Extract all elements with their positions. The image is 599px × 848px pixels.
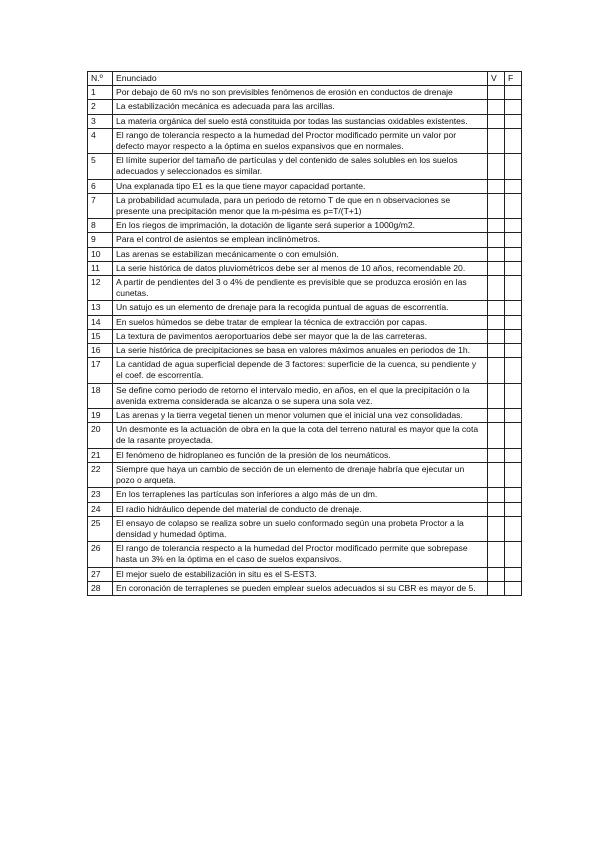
header-row (88, 72, 522, 86)
header-false: F (505, 72, 522, 86)
false-answer-cell[interactable] (505, 516, 522, 541)
header-number: N.º (88, 72, 113, 86)
row-number: 19 (88, 409, 113, 423)
row-statement: El ensayo de colapso se realiza sobre un suelo conformado según una probeta Proctor a la densidad y humedad óptima. (113, 516, 488, 541)
row-number: 26 (88, 542, 113, 567)
false-answer-cell[interactable] (505, 86, 522, 100)
table-row (88, 179, 522, 193)
true-answer-cell[interactable] (488, 329, 505, 343)
row-statement: La cantidad de agua superficial depende de 3 factores: superficie de la cuenca, su pendiente y el coef. de escorrentía. (113, 358, 488, 383)
false-answer-cell[interactable] (505, 448, 522, 462)
false-answer-cell[interactable] (505, 567, 522, 581)
false-answer-cell[interactable] (505, 315, 522, 329)
row-statement: Por debajo de 60 m/s no son previsibles fenómenos de erosión en conductos de drenaje (113, 86, 488, 100)
false-answer-cell[interactable] (505, 409, 522, 423)
row-statement: El rango de tolerancia respecto a la humedad del Proctor modificado permite un valor por defecto mayor respecto a la óptima en suelos expansivos que en normales. (113, 128, 488, 153)
true-answer-cell[interactable] (488, 542, 505, 567)
row-number: 21 (88, 448, 113, 462)
true-answer-cell[interactable] (488, 567, 505, 581)
row-number: 17 (88, 358, 113, 383)
table-row (88, 100, 522, 114)
true-answer-cell[interactable] (488, 383, 505, 408)
table-row (88, 276, 522, 301)
table-row (88, 462, 522, 487)
row-statement: El rango de tolerancia respecto a la humedad del Proctor modificado permite que sobrepase hasta un 3% en la óptima en el caso de suelos expansivos. (113, 542, 488, 567)
row-statement: Las arenas se estabilizan mecánicamente o con emulsión. (113, 247, 488, 261)
true-answer-cell[interactable] (488, 423, 505, 448)
row-number: 2 (88, 100, 113, 114)
true-answer-cell[interactable] (488, 358, 505, 383)
false-answer-cell[interactable] (505, 261, 522, 275)
table-row (88, 409, 522, 423)
false-answer-cell[interactable] (505, 219, 522, 233)
row-statement: Para el control de asientos se emplean inclinómetros. (113, 233, 488, 247)
row-number: 12 (88, 276, 113, 301)
false-answer-cell[interactable] (505, 179, 522, 193)
false-answer-cell[interactable] (505, 581, 522, 595)
table-row (88, 315, 522, 329)
table-row (88, 502, 522, 516)
row-statement: La textura de pavimentos aeroportuarios debe ser mayor que la de las carreteras. (113, 329, 488, 343)
row-number: 3 (88, 114, 113, 128)
false-answer-cell[interactable] (505, 502, 522, 516)
row-statement: El mejor suelo de estabilización in situ es el S-EST3. (113, 567, 488, 581)
table-row (88, 567, 522, 581)
false-answer-cell[interactable] (505, 100, 522, 114)
row-statement: El fenómeno de hidroplaneo es función de la presión de los neumáticos. (113, 448, 488, 462)
row-number: 28 (88, 581, 113, 595)
quiz-page (87, 71, 521, 596)
row-number: 20 (88, 423, 113, 448)
false-answer-cell[interactable] (505, 276, 522, 301)
row-statement: A partir de pendientes del 3 o 4% de pendiente es previsible que se produzca erosión en las cunetas. (113, 276, 488, 301)
true-answer-cell[interactable] (488, 154, 505, 179)
table-row (88, 154, 522, 179)
row-statement: En coronación de terraplenes se pueden emplear suelos adecuados si su CBR es mayor de 5. (113, 581, 488, 595)
true-answer-cell[interactable] (488, 301, 505, 315)
true-false-table (87, 71, 522, 596)
row-statement: La materia orgánica del suelo está constituida por todas las sustancias oxidables existentes. (113, 114, 488, 128)
table-row (88, 344, 522, 358)
table-row (88, 86, 522, 100)
table-row (88, 488, 522, 502)
table-row (88, 329, 522, 343)
false-answer-cell[interactable] (505, 423, 522, 448)
false-answer-cell[interactable] (505, 383, 522, 408)
table-row (88, 423, 522, 448)
row-number: 27 (88, 567, 113, 581)
row-number: 25 (88, 516, 113, 541)
false-answer-cell[interactable] (505, 193, 522, 218)
row-number: 18 (88, 383, 113, 408)
row-statement: Las arenas y la tierra vegetal tienen un menor volumen que el inicial una vez consolidadas. (113, 409, 488, 423)
false-answer-cell[interactable] (505, 301, 522, 315)
true-answer-cell[interactable] (488, 128, 505, 153)
true-answer-cell[interactable] (488, 247, 505, 261)
true-answer-cell[interactable] (488, 114, 505, 128)
row-number: 15 (88, 329, 113, 343)
row-statement: Siempre que haya un cambio de sección de un elemento de drenaje habría que ejecutar un pozo o arqueta. (113, 462, 488, 487)
row-number: 13 (88, 301, 113, 315)
row-statement: Se define como periodo de retorno el intervalo medio, en años, en el que la precipitación o la avenida extrema considerada se alcanza o se supera una sola vez. (113, 383, 488, 408)
row-number: 9 (88, 233, 113, 247)
row-statement: El radio hidráulico depende del material de conducto de drenaje. (113, 502, 488, 516)
table-row (88, 261, 522, 275)
false-answer-cell[interactable] (505, 358, 522, 383)
table-row (88, 516, 522, 541)
false-answer-cell[interactable] (505, 542, 522, 567)
table-row (88, 128, 522, 153)
false-answer-cell[interactable] (505, 488, 522, 502)
true-answer-cell[interactable] (488, 448, 505, 462)
true-answer-cell[interactable] (488, 261, 505, 275)
true-answer-cell[interactable] (488, 516, 505, 541)
row-statement: Un satujo es un elemento de drenaje para la recogida puntual de aguas de escorrentía. (113, 301, 488, 315)
table-row (88, 193, 522, 218)
row-statement: La probabilidad acumulada, para un periodo de retorno T de que en n observaciones se presente una precipitación menor que la m-pésima es p=T/(T+1) (113, 193, 488, 218)
false-answer-cell[interactable] (505, 344, 522, 358)
table-row (88, 233, 522, 247)
row-statement: En los terraplenes las partículas son inferiores a algo más de un dm. (113, 488, 488, 502)
true-answer-cell[interactable] (488, 193, 505, 218)
table-row (88, 542, 522, 567)
false-answer-cell[interactable] (505, 154, 522, 179)
table-row (88, 114, 522, 128)
table-body (88, 86, 522, 596)
true-answer-cell[interactable] (488, 581, 505, 595)
row-number: 16 (88, 344, 113, 358)
false-answer-cell[interactable] (505, 114, 522, 128)
false-answer-cell[interactable] (505, 247, 522, 261)
true-answer-cell[interactable] (488, 409, 505, 423)
row-number: 23 (88, 488, 113, 502)
row-number: 7 (88, 193, 113, 218)
true-answer-cell[interactable] (488, 502, 505, 516)
false-answer-cell[interactable] (505, 462, 522, 487)
false-answer-cell[interactable] (505, 233, 522, 247)
row-number: 24 (88, 502, 113, 516)
true-answer-cell[interactable] (488, 462, 505, 487)
row-number: 8 (88, 219, 113, 233)
false-answer-cell[interactable] (505, 128, 522, 153)
row-number: 11 (88, 261, 113, 275)
row-number: 22 (88, 462, 113, 487)
row-number: 10 (88, 247, 113, 261)
row-statement: La serie histórica de precipitaciones se basa en valores máximos anuales en periodos de 1h. (113, 344, 488, 358)
true-answer-cell[interactable] (488, 233, 505, 247)
true-answer-cell[interactable] (488, 276, 505, 301)
row-number: 14 (88, 315, 113, 329)
true-answer-cell[interactable] (488, 488, 505, 502)
row-statement: La estabilización mecánica es adecuada para las arcillas. (113, 100, 488, 114)
table-row (88, 301, 522, 315)
true-answer-cell[interactable] (488, 86, 505, 100)
table-row (88, 383, 522, 408)
table-row (88, 358, 522, 383)
header-statement: Enunciado (113, 72, 488, 86)
table-row (88, 219, 522, 233)
false-answer-cell[interactable] (505, 329, 522, 343)
true-answer-cell[interactable] (488, 100, 505, 114)
table-row (88, 448, 522, 462)
header-true: V (488, 72, 505, 86)
row-number: 4 (88, 128, 113, 153)
true-answer-cell[interactable] (488, 315, 505, 329)
row-number: 5 (88, 154, 113, 179)
row-number: 1 (88, 86, 113, 100)
true-answer-cell[interactable] (488, 179, 505, 193)
row-statement: El límite superior del tamaño de partículas y del contenido de sales solubles en los suelos adecuados y seleccionados es similar. (113, 154, 488, 179)
row-statement: En suelos húmedos se debe tratar de emplear la técnica de extracción por capas. (113, 315, 488, 329)
row-statement: Un desmonte es la actuación de obra en la que la cota del terreno natural es mayor que la cota de la rasante proyectada. (113, 423, 488, 448)
row-statement: La serie histórica de datos pluviométricos debe ser al menos de 10 años, recomendable 20. (113, 261, 488, 275)
row-statement: En los riegos de imprimación, la dotación de ligante será superior a 1000g/m2. (113, 219, 488, 233)
table-row (88, 247, 522, 261)
true-answer-cell[interactable] (488, 219, 505, 233)
true-answer-cell[interactable] (488, 344, 505, 358)
row-number: 6 (88, 179, 113, 193)
table-row (88, 581, 522, 595)
row-statement: Una explanada tipo E1 es la que tiene mayor capacidad portante. (113, 179, 488, 193)
